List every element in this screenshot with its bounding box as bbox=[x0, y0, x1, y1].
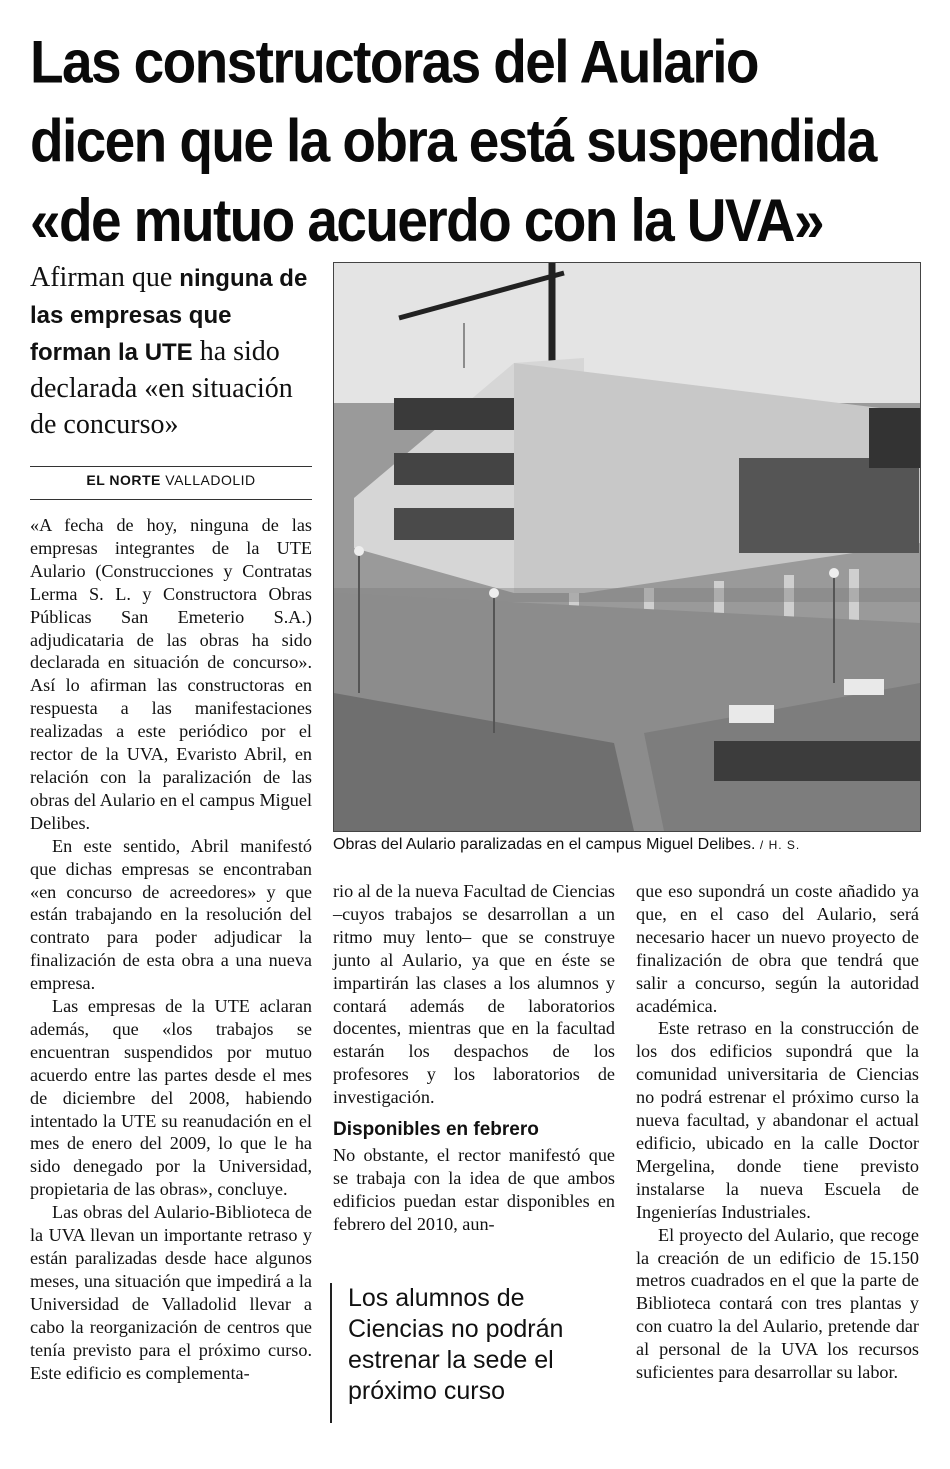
paragraph-7: que eso supondrá un coste añadido ya que, en el caso del Aulario, será necesario hacer un nuevo proyecto de finalización de obra que tendrá que salir a concurso, según la autoridad académica. bbox=[636, 881, 919, 1016]
headline-line-2: dicen que la obra está suspendida bbox=[30, 106, 876, 175]
pull-quote: Los alumnos de Ciencias no podrán estrenar la sede el próximo curso bbox=[330, 1283, 608, 1423]
section-subhead: Disponibles en febrero bbox=[333, 1119, 539, 1141]
byline bbox=[30, 472, 312, 488]
paragraph-3: Las empresas de la UTE aclaran además, que «los trabajos se encuentran suspendidos por mutuo acuerdo entre las partes desde el mes de diciembre del 2008, habiendo intentado la UTE su reanudación en el mes de enero del 2009, lo que le ha sido denegado por la Universidad, propietaria de las obras», concluye. bbox=[30, 996, 312, 1200]
lede-text-2: ha sido declarada «en situación de concurso» bbox=[30, 336, 293, 440]
lede-text-1: Afirman que bbox=[30, 262, 180, 293]
construction-photo bbox=[333, 262, 921, 832]
byline-city: VALLADOLID bbox=[165, 472, 256, 488]
paragraph-9: El proyecto del Aulario, que recoge la creación de un edificio de 15.150 metros cuadrados en el que la parte de Biblioteca contará con tres plantas y con cuatro la del Aulario, pretende dar al personal de la UVA los recursos suficientes para desarrollar su labor. bbox=[636, 1224, 919, 1383]
photo-caption-text: Obras del Aulario paralizadas en el campus Miguel Delibes. bbox=[333, 836, 756, 853]
photo-credit: / H. S. bbox=[759, 838, 801, 852]
paragraph-2: En este sentido, Abril manifestó que dichas empresas se encontraban «en concurso de acreedores» y que están trabajando en la resolución del contrato para poder adjudicar la finalización de esta obra a una nueva empresa. bbox=[30, 835, 312, 994]
paragraph-1: «A fecha de hoy, ninguna de las empresas integrantes de la UTE Aulario (Construcciones y Contratas Lerma S. L. y Constructora Obras Públicas San Emeterio S.A.) adjudicataria de las obras ha sido declarada en situación de concurso». Así lo afirman las constructoras en respuesta a las manifestaciones realizadas a este periódico por el rector de la UVA, Evaristo Abril, en relación con la paralización de las obras del Aulario en el campus Miguel Delibes. bbox=[30, 515, 312, 833]
paragraph-6: No obstante, el rector manifestó que se trabaja con la idea de que ambos edificios puedan estar disponibles en febrero del 2010, aun- bbox=[333, 1144, 615, 1234]
lede bbox=[30, 260, 314, 443]
headline bbox=[30, 22, 935, 260]
article-column-3 bbox=[636, 880, 919, 1384]
byline-rule-top bbox=[30, 466, 312, 467]
article-column-2 bbox=[333, 880, 615, 1236]
paragraph-8: Este retraso en la construcción de los dos edificios supondrá que la comunidad universitaria de Ciencias no podrá estrenar el próximo curso la nueva facultad, y abandonar el actual edificio, ubicado en la calle Doctor Mergelina, donde tiene previsto instalarse la nueva Escuela de Ingenierías Industriales. bbox=[636, 1018, 919, 1222]
photo-caption bbox=[333, 836, 933, 854]
headline-line-3: «de mutuo acuerdo con la UVA» bbox=[30, 185, 824, 255]
paragraph-5: rio al de la nueva Facultad de Ciencias –cuyos trabajos se desarrollan a un ritmo muy lento– que se construye junto al Aulario, ya que en éste se impartirán las clases a los alumnos y contará además de laboratorios docentes, mientras que en la facultad estarán los despachos de los profesores y los laboratorios de investigación. bbox=[333, 881, 615, 1108]
lede-bold: ninguna de las empresas que forman la UTE bbox=[30, 265, 308, 366]
article-column-1 bbox=[30, 514, 312, 1384]
headline-line-1: Las constructoras del Aulario bbox=[30, 27, 758, 96]
construction-photo-image bbox=[334, 263, 920, 831]
byline-rule-bottom bbox=[30, 499, 312, 500]
paragraph-4: Las obras del Aulario-Biblioteca de la UVA llevan un importante retraso y están paralizadas desde hace algunos meses, una situación que impedirá a la Universidad de Valladolid llevar a cabo la reorganización de centros que tenía previsto para el próximo curso. Este edificio es complementa- bbox=[30, 1202, 312, 1383]
byline-outlet: EL NORTE bbox=[86, 472, 161, 488]
